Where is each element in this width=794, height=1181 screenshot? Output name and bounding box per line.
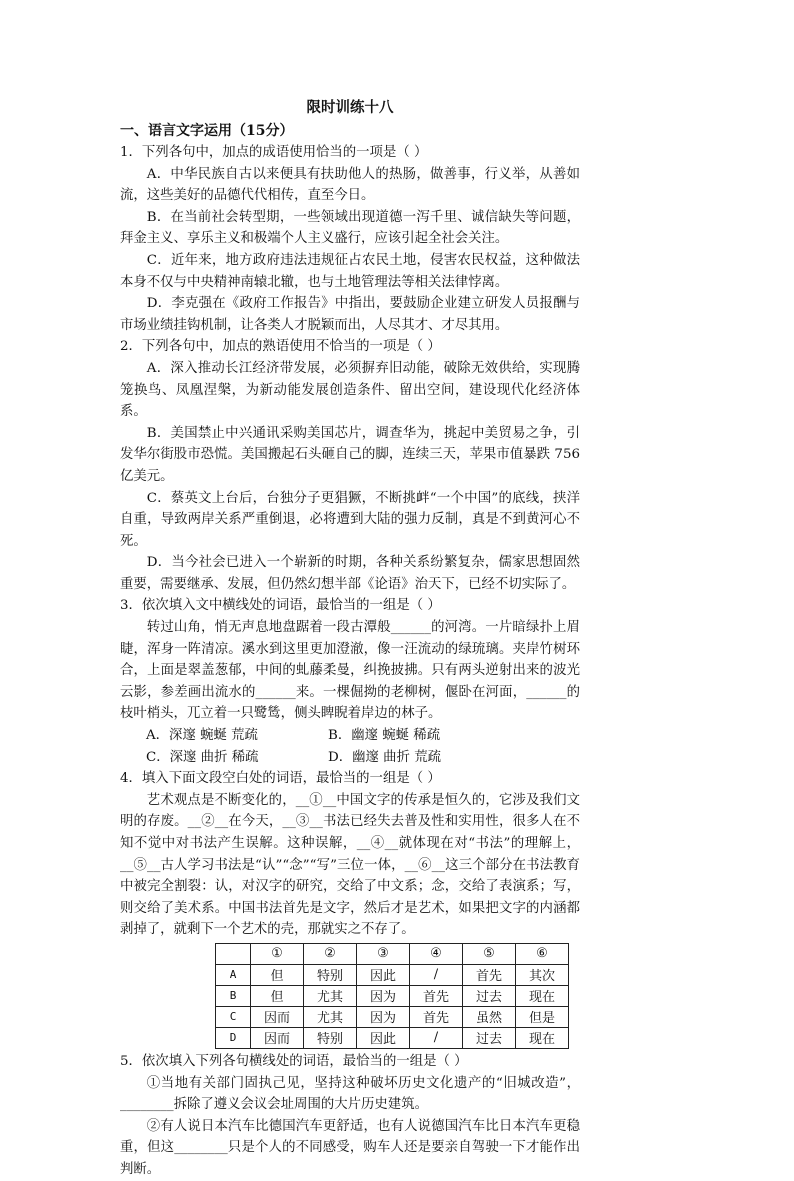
table-cell: 因为 <box>357 985 410 1006</box>
table-cell: 因而 <box>251 1006 304 1027</box>
table-cell: 过去 <box>463 1027 516 1048</box>
question-3-option-b: B．幽邃 蜿蜒 稀疏 <box>328 728 441 744</box>
table-cell: C <box>216 1006 251 1027</box>
question-2-stem: 2．下列各句中，加点的熟语使用不恰当的一项是（ ） <box>120 339 441 355</box>
table-cell: ④ <box>410 943 463 964</box>
table-cell: ① <box>251 943 304 964</box>
table-row <box>216 1027 569 1048</box>
question-3-option-a: A．深邃 蜿蜒 荒疏 <box>146 728 258 744</box>
table-cell: 过去 <box>463 985 516 1006</box>
table-cell: ⑥ <box>516 943 569 964</box>
table-cell: 首先 <box>463 964 516 985</box>
table-cell: B <box>216 985 251 1006</box>
table-cell: / <box>410 1027 463 1048</box>
question-1-option-a: A．中华民族自古以来便具有扶助他人的热肠，做善事，行义举，从善如流，这些美好的品德代代相传，直至今日。 <box>120 166 580 204</box>
question-5-sentence-1: ①当地有关部门固执己见，坚持这种破坏历史文化遗产的“旧城改造”，________拆除了遵义会议会址周围的大片历史建筑。 <box>120 1075 580 1113</box>
table-cell: 因而 <box>251 1027 304 1048</box>
table-cell: / <box>410 964 463 985</box>
question-1-option-d: D．李克强在《政府工作报告》中指出，要鼓励企业建立研发人员报酬与市场业绩挂钩机制，让各类人才脱颖而出，人尽其才、才尽其用。 <box>120 296 580 333</box>
question-2-option-a: A．深入推动长江经济带发展，必须摒弃旧动能，破除无效供给，实现腾笼换鸟、凤凰涅槃，为新动能发展创造条件、留出空间，建设现代化经济体系。 <box>120 360 580 420</box>
table-cell: ⑤ <box>463 943 516 964</box>
question-3-options-row-1 <box>120 725 580 747</box>
question-5-stem: 5．依次填入下列各句横线处的词语，最恰当的一组是（ ） <box>120 1053 468 1069</box>
question-1-option-c: C．近年来，地方政府违法违规征占农民土地，侵害农民权益，这种做法本身不仅与中央精神南辕北辙，也与土地管理法等相关法律悖离。 <box>120 252 580 290</box>
table-row <box>216 985 569 1006</box>
question-1 <box>120 142 580 336</box>
table-cell: 因此 <box>357 964 410 985</box>
question-2 <box>120 336 580 595</box>
question-4 <box>120 768 580 1049</box>
table-cell: 尤其 <box>304 1006 357 1027</box>
question-2-option-b: B．美国禁止中兴通讯采购美国芯片，调查华为，挑起中美贸易之争，引发华尔街股市恐慌。美国搬起石头砸自己的脚，连续三天，苹果市值暴跌 756 亿美元。 <box>120 425 580 484</box>
question-3-option-c: C．深邃 曲折 稀疏 <box>146 749 259 765</box>
table-cell: A <box>216 964 251 985</box>
table-cell: 现在 <box>516 985 569 1006</box>
page-title: 限时训练十八 <box>306 99 394 116</box>
question-3-options-row-2 <box>120 747 580 769</box>
table-header-row <box>216 943 569 964</box>
question-3 <box>120 595 580 768</box>
table-cell: 特别 <box>304 964 357 985</box>
question-1-stem: 1．下列各句中，加点的成语使用恰当的一项是（ ） <box>120 145 428 160</box>
table-cell: ③ <box>357 943 410 964</box>
table-cell: 其次 <box>516 964 569 985</box>
question-4-stem: 4．填入下面文段空白处的词语，最恰当的一组是（ ） <box>120 771 441 787</box>
table-cell: 特别 <box>304 1027 357 1048</box>
table-cell: 首先 <box>410 1006 463 1027</box>
table-cell: 但 <box>251 964 304 985</box>
question-3-passage: 转过山角，悄无声息地盘踞着一段古潭般______的河湾。一片暗绿扑上眉睫，浑身一阵清凉。溪水到这里更加澄澈，像一汪流动的绿琉璃。夹岸竹树环合，上面是翠盖葱郁，中间的虬藤柔曼，纠挽披拂。只有两头逆射出来的波光云影，参差画出流水的______来。一棵倔拗的老柳树，偃卧在河面，______的枝叶梢头，兀立着一只鹭鸶，侧头睥睨着岸边的林子。 <box>120 620 580 722</box>
table-cell: ② <box>304 943 357 964</box>
question-5 <box>120 1051 580 1181</box>
table-cell: 虽然 <box>463 1006 516 1027</box>
table-cell: 但是 <box>516 1006 569 1027</box>
question-4-passage: 艺术观点是不断变化的，__①__中国文字的传承是恒久的，它涉及我们文明的存废。__②__在今天，__③__书法已经失去普及性和实用性，很多人在不知不觉中对书法产生误解。这种误解，__④__就体现在对“书法”的理解上，__⑤__古人学习书法是“认”“念”“写”三位一体，__⑥__这三个部分在书法教育中被完全割裂：认，对汉字的研究，交给了中文系；念，交给了表演系；写，则交给了美术系。中国书法首先是文字，然后才是艺术，如果把文字的内涵都剥掉了，就剩下一个艺术的壳，那就实之不存了。 <box>120 792 580 938</box>
table-cell: 尤其 <box>304 985 357 1006</box>
question-2-option-c: C．蔡英文上台后，台独分子更猖獗，不断挑衅“一个中国”的底线，挟洋自重，导致两岸关系严重倒退，必将遭到大陆的强力反制，真是不到黄河心不死。 <box>120 490 580 549</box>
question-1-option-b: B．在当前社会转型期，一些领域出现道德一泻千里、诚信缺失等问题，拜金主义、享乐主义和极端个人主义盛行，应该引起全社会关注。 <box>120 209 580 247</box>
question-5-sentence-2: ②有人说日本汽车比德国汽车更舒适，也有人说德国汽车比日本汽车更稳重，但这________只是个人的不同感受，购车人还是要亲自驾驶一下才能作出判断。 <box>120 1118 580 1177</box>
question-2-option-d: D．当今社会已进入一个崭新的时期，各种关系纷繁复杂，儒家思想固然重要，需要继承、发展，但仍然幻想半部《论语》治天下，已经不切实际了。 <box>120 555 580 592</box>
table-cell: 但 <box>251 985 304 1006</box>
table-cell: 首先 <box>410 985 463 1006</box>
document-page <box>120 92 580 1181</box>
table-cell: 因此 <box>357 1027 410 1048</box>
question-3-stem: 3．依次填入文中横线处的词语，最恰当的一组是（ ） <box>120 598 441 614</box>
section-heading: 一、语言文字运用（15分） <box>120 123 294 139</box>
table-cell <box>216 943 251 964</box>
table-cell: 现在 <box>516 1027 569 1048</box>
question-3-option-d: D．幽邃 曲折 荒疏 <box>328 749 441 765</box>
question-4-answer-table <box>215 943 569 1049</box>
table-row <box>216 964 569 985</box>
table-cell: 因为 <box>357 1006 410 1027</box>
table-row <box>216 1006 569 1027</box>
table-cell: D <box>216 1027 251 1048</box>
